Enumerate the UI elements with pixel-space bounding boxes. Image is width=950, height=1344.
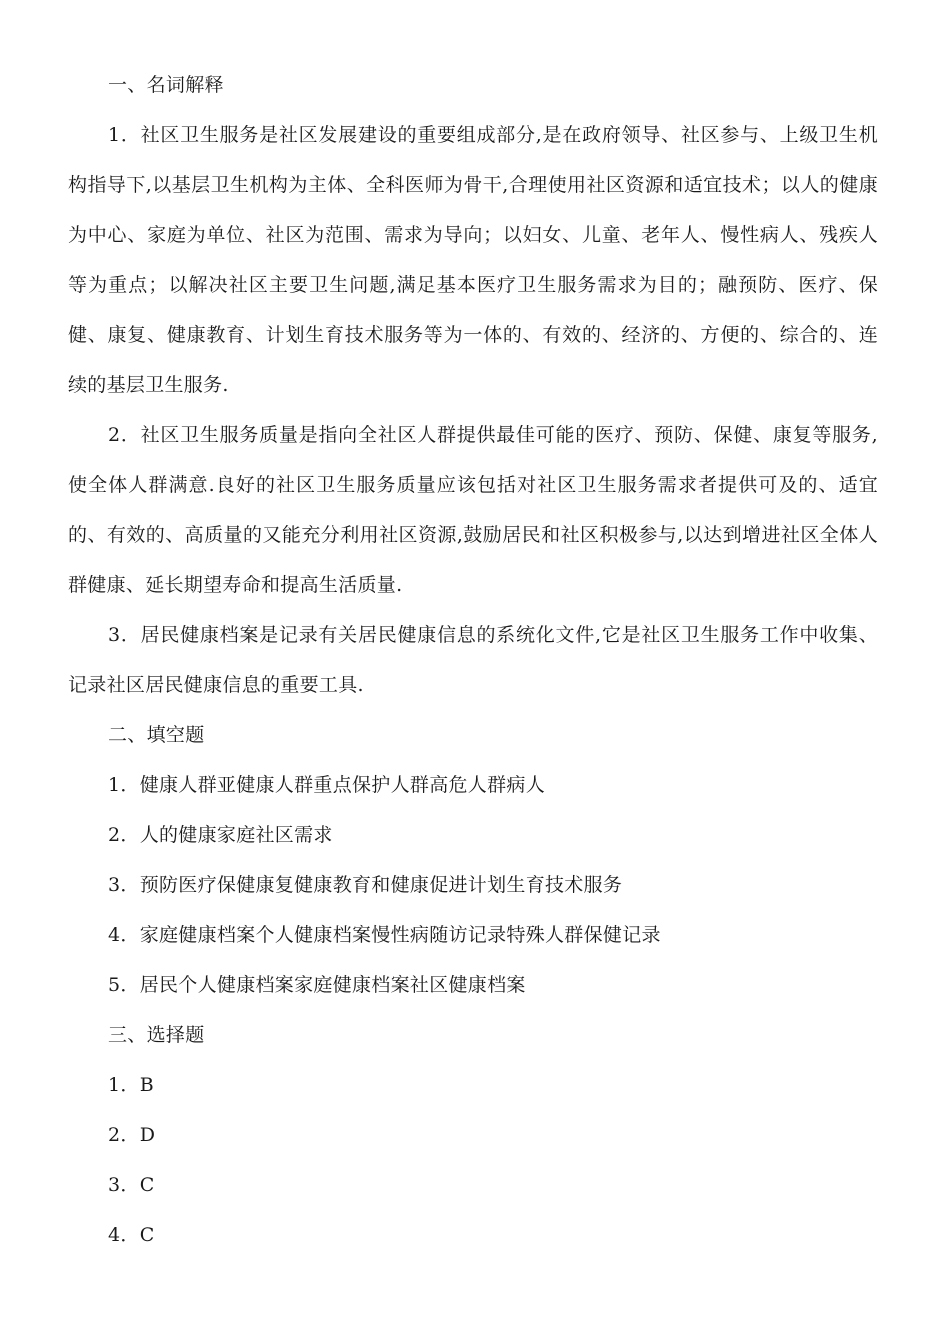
definition-paragraph-2: 2．社区卫生服务质量是指向全社区人群提供最佳可能的医疗、预防、保健、康复等服务,使全体人群满意.良好的社区卫生服务质量应该包括对社区卫生服务需求者提供可及的、适宜的、有效的、高质量的又能充分利用社区资源,鼓励居民和社区积极参与,以达到增进社区全体人群健康、延长期望寿命和提高生活质量. [68,424,878,596]
choice-answer-1: 1．B [108,1074,154,1096]
document-page [68,60,878,1260]
choice-answer-3: 3．C [108,1174,155,1196]
choice-answer-2: 2．D [108,1124,156,1146]
fill-in-answer-2: 2．人的健康家庭社区需求 [108,824,333,846]
section-heading-fill-in: 二、填空题 [108,724,205,746]
section-heading-multiple-choice: 三、选择题 [108,1024,205,1046]
choice-answer-4: 4．C [108,1224,155,1246]
fill-in-answer-3: 3．预防医疗保健康复健康教育和健康促进计划生育技术服务 [108,874,623,896]
fill-in-answer-5: 5．居民个人健康档案家庭健康档案社区健康档案 [108,974,526,996]
definition-paragraph-3: 3．居民健康档案是记录有关居民健康信息的系统化文件,它是社区卫生服务工作中收集、记录社区居民健康信息的重要工具. [68,624,878,696]
section-heading-definitions: 一、名词解释 [108,74,224,96]
fill-in-answer-1: 1．健康人群亚健康人群重点保护人群高危人群病人 [108,774,545,796]
fill-in-answer-4: 4．家庭健康档案个人健康档案慢性病随访记录特殊人群保健记录 [108,924,661,946]
definition-paragraph-1: 1．社区卫生服务是社区发展建设的重要组成部分,是在政府领导、社区参与、上级卫生机构指导下,以基层卫生机构为主体、全科医师为骨干,合理使用社区资源和适宜技术；以人的健康为中心、家庭为单位、社区为范围、需求为导向；以妇女、儿童、老年人、慢性病人、残疾人等为重点；以解决社区主要卫生问题,满足基本医疗卫生服务需求为目的；融预防、医疗、保健、康复、健康教育、计划生育技术服务等为一体的、有效的、经济的、方便的、综合的、连续的基层卫生服务. [68,124,878,396]
